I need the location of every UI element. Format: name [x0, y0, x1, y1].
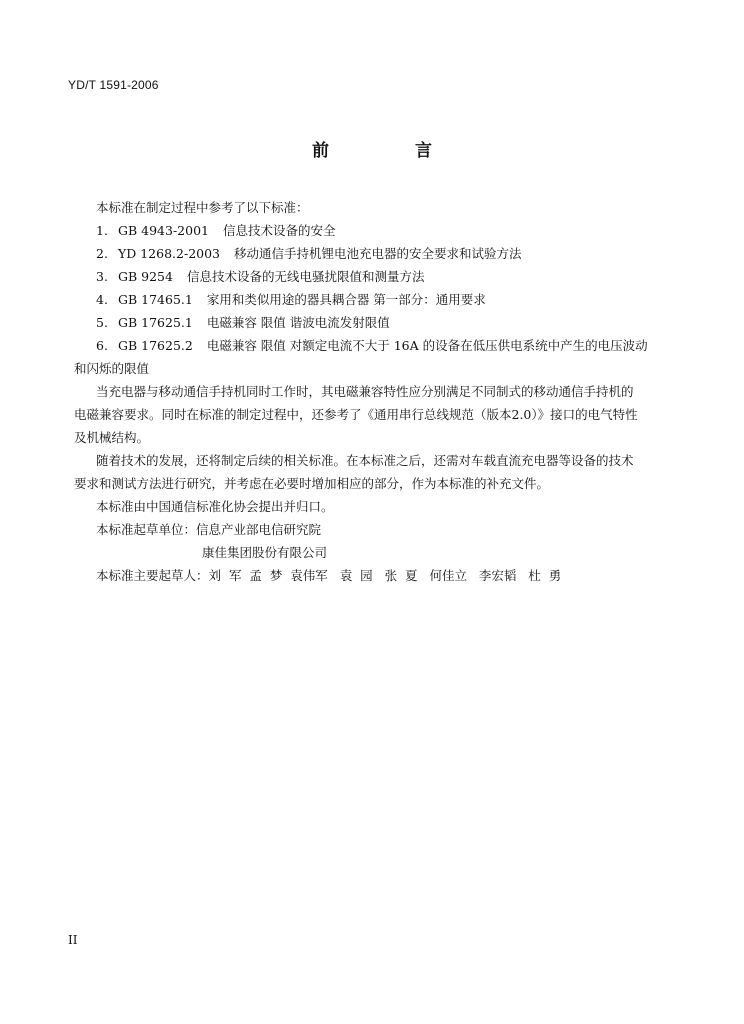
drafting-units-row	[74, 518, 666, 541]
reference-code: GB 4943-2001	[117, 223, 209, 238]
drafting-unit: 信息产业部电信研究院	[196, 522, 322, 537]
intro-text: 本标准在制定过程中参考了以下标准：	[96, 200, 309, 215]
document-body	[74, 196, 666, 587]
reference-code: GB 17625.2	[117, 338, 193, 353]
reference-number: 5.	[96, 315, 108, 330]
reference-number: 4.	[96, 292, 108, 307]
paragraph-line: 随着技术的发展，还将制定后续的相关标准。在本标准之后，还需对车载直流充电器等设备的技术	[96, 453, 634, 468]
paragraph-line: 要求和测试方法进行研究，并考虑在必要时增加相应的部分，作为本标准的补充文件。	[74, 476, 550, 491]
reference-item	[74, 265, 666, 288]
drafters-names: 刘 军 孟 梦 袁伟军 袁 园 张 夏 何佳立 李宏韬 杜 勇	[208, 568, 562, 583]
reference-item	[74, 311, 666, 334]
reference-number: 6.	[96, 338, 108, 353]
reference-title: 电磁兼容 限值 对额定电流不大于 16A 的设备在低压供电系统中产生的电压波动	[206, 338, 648, 353]
drafters-row	[74, 564, 666, 587]
reference-title: 家用和类似用途的器具耦合器 第一部分：通用要求	[206, 292, 486, 307]
reference-title: 信息技术设备的无线电骚扰限值和测量方法	[186, 269, 425, 284]
reference-title: 移动通信手持机锂电池充电器的安全要求和试验方法	[234, 246, 522, 261]
drafters-label: 本标准主要起草人：	[96, 568, 209, 583]
paragraph-line: 当充电器与移动通信手持机同时工作时，其电磁兼容特性应分别满足不同制式的移动通信手持机的	[96, 384, 634, 399]
reference-code: GB 9254	[117, 269, 173, 284]
document-code: YD/T 1591-2006	[68, 78, 159, 92]
reference-title: 电磁兼容 限值 谐波电流发射限值	[206, 315, 390, 330]
drafting-units-row	[74, 541, 666, 564]
reference-title: 信息技术设备的安全	[222, 223, 336, 238]
reference-item	[74, 288, 666, 311]
drafting-unit: 康佳集团股份有限公司	[202, 545, 328, 560]
page-number: II	[68, 933, 78, 947]
reference-code: YD 1268.2-2003	[117, 246, 221, 261]
reference-number: 1.	[96, 223, 108, 238]
reference-number: 2.	[96, 246, 108, 261]
reference-continuation: 和闪烁的限值	[74, 361, 150, 376]
reference-code: GB 17465.1	[117, 292, 193, 307]
drafting-units-label: 本标准起草单位：	[96, 522, 197, 537]
reference-code: GB 17625.1	[117, 315, 193, 330]
reference-item	[74, 219, 666, 242]
reference-item	[74, 334, 666, 357]
proposal-statement: 本标准由中国通信标准化协会提出并归口。	[96, 499, 334, 514]
reference-number: 3.	[96, 269, 108, 284]
paragraph-line: 及机械结构。	[74, 430, 150, 445]
paragraph-line: 电磁兼容要求。同时在标准的制定过程中，还参考了《通用串行总线规范（版本2.0）》接口的电气特性	[74, 407, 638, 422]
reference-item	[74, 242, 666, 265]
page-title: 前 言	[312, 141, 472, 161]
